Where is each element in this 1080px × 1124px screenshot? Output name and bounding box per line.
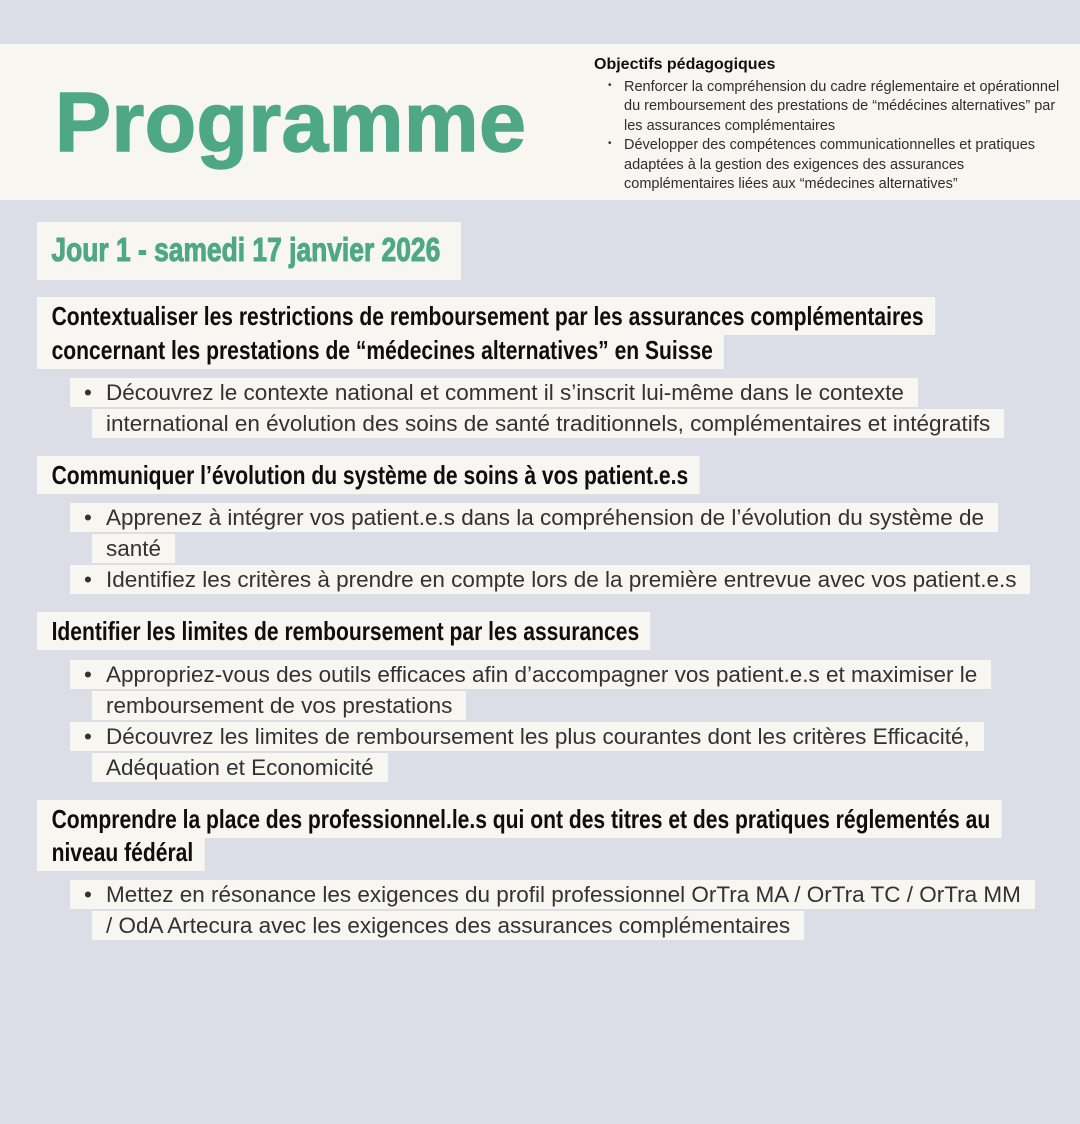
list-item (70, 564, 1032, 595)
section-heading (37, 803, 1041, 870)
bullet-icon: • (608, 80, 612, 92)
section-heading-text: Communiquer l’évolution du système de soins à vos patient.e.s (37, 456, 700, 494)
objective-item (594, 136, 1064, 194)
bullet-list (70, 659, 1032, 783)
list-item-text: Découvrez les limites de remboursement les plus courantes dont les critères Efficacité, Adéquation et Economicité (106, 723, 970, 780)
objectives-block (594, 56, 1064, 195)
list-item (70, 502, 1032, 564)
bullet-icon: • (84, 505, 92, 531)
objective-text: Développer des compétences communicationnelles et pratiques adaptées à la gestion des exigences des assurances complémentaires liées aux “médecines alternatives” (624, 137, 1036, 193)
section-heading (37, 615, 1041, 648)
program-content (0, 200, 1080, 941)
bullet-icon: • (84, 661, 92, 687)
list-item (70, 721, 1032, 783)
section-heading-text: Identifier les limites de remboursement par les assurances (37, 612, 651, 650)
bullet-list (70, 502, 1032, 595)
objective-item (594, 78, 1064, 136)
list-item-text: Mettez en résonance les exigences du profil professionnel OrTra MA / OrTra TC / OrTra MM / OdA Artecura avec les exigences des assurances complémentaires (106, 882, 1021, 939)
bullet-icon: • (608, 138, 612, 150)
section-heading (37, 300, 1041, 367)
bullet-list (70, 377, 1032, 439)
list-item (70, 377, 1032, 439)
day-title: Jour 1 - samedi 17 janvier 2026 (37, 222, 461, 280)
page-title: Programme (55, 75, 527, 169)
section-heading-text: Contextualiser les restrictions de remboursement par les assurances complémentaires concernant les prestations de “médecines alternatives” en Suisse (37, 297, 935, 368)
list-item-text: Appropriez-vous des outils efficaces afin d’accompagner vos patient.e.s et maximiser le remboursement de vos prestations (106, 661, 978, 718)
list-item (70, 659, 1032, 721)
bullet-icon: • (84, 567, 92, 593)
bullet-icon: • (84, 723, 92, 749)
list-item-text: Découvrez le contexte national et comment il s’inscrit lui-même dans le contexte international en évolution des soins de santé traditionnels, complémentaires et intégratifs (106, 379, 991, 436)
section-heading-text: Comprendre la place des professionnel.le.s qui ont des titres et des pratiques réglementés au niveau fédéral (37, 800, 1002, 871)
header-band (0, 44, 1080, 200)
list-item-text: Apprenez à intégrer vos patient.e.s dans la compréhension de l’évolution du système de santé (106, 505, 985, 562)
bullet-icon: • (84, 379, 92, 405)
bullet-list (70, 879, 1032, 941)
section-heading (37, 459, 1041, 492)
list-item-text: Identifiez les critères à prendre en compte lors de la première entrevue avec vos patient.e.s (106, 567, 1017, 593)
objective-text: Renforcer la compréhension du cadre réglementaire et opérationnel du remboursement des prestations de “médécines alternatives” par les assurances complémentaires (624, 79, 1060, 134)
bullet-icon: • (84, 882, 92, 908)
list-item (70, 879, 1032, 941)
objectives-heading: Objectifs pédagogiques (594, 56, 776, 73)
